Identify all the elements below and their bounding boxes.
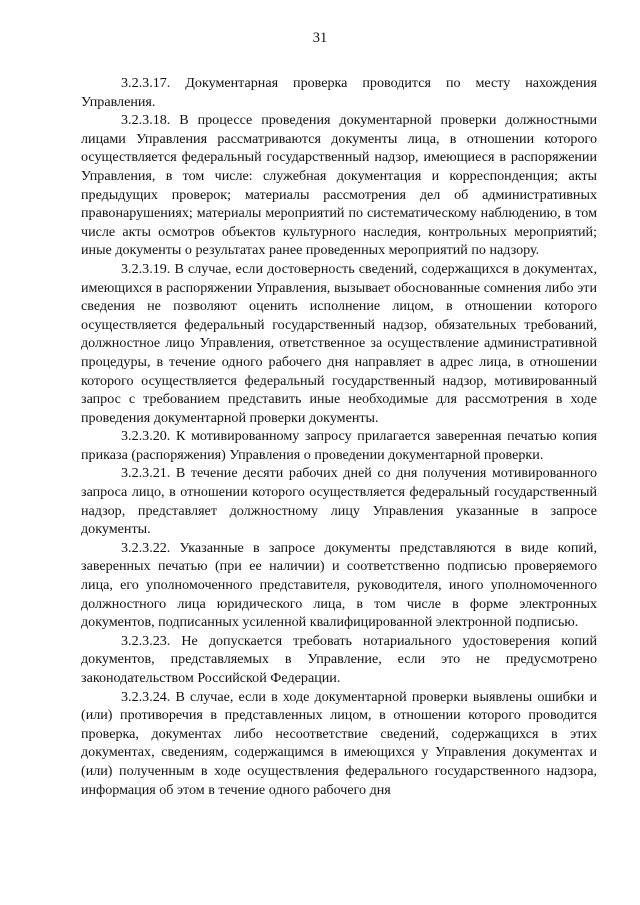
paragraph-3-2-3-24: 3.2.3.24. В случае, если в ходе документарной проверки выявлены ошибки и (или) противоречия в представленных лицом, в отношении которого проводится проверка, документах либо несоответствие сведений, содержащихся в этих документах, сведениям, содержащимся в имеющихся у Управления документах и (или) полученным в ходе осуществления федерального государственного надзора, информация об этом в течение одного рабочего дня xyxy=(81,688,597,798)
page-number: 31 xyxy=(312,30,328,46)
document-body xyxy=(81,74,597,799)
paragraph-3-2-3-21: 3.2.3.21. В течение десяти рабочих дней со дня получения мотивированного запроса лицо, в отношении которого осуществляется федеральный государственный надзор, представляет должностному лицу Управления указанные в запросе документы. xyxy=(81,465,597,538)
paragraph-3-2-3-18: 3.2.3.18. В процессе проведения документарной проверки должностными лицами Управления рассматриваются документы лица, в отношении которого осуществляется федеральный государственный надзор, имеющиеся в распоряжении Управления, в том числе: служебная документация и корреспонденция; акты предыдущих проверок; материалы рассмотрения дел об административных правонарушениях; материалы мероприятий по систематическому наблюдению, в том числе акты осмотров объектов культурного наследия, контрольных мероприятий; иные документы о результатах ранее проведенных мероприятий по надзору. xyxy=(81,112,597,259)
paragraph-3-2-3-23: 3.2.3.23. Не допускается требовать нотариального удостоверения копий документов, представляемых в Управление, если это не предусмотрено законодательством Российской Федерации. xyxy=(81,632,597,686)
paragraph-3-2-3-20: 3.2.3.20. К мотивированному запросу прилагается заверенная печатью копия приказа (распоряжения) Управления о проведении документарной проверки. xyxy=(81,428,597,463)
paragraph-3-2-3-17: 3.2.3.17. Документарная проверка проводится по месту нахождения Управления. xyxy=(81,75,597,110)
paragraph-3-2-3-22: 3.2.3.22. Указанные в запросе документы представляются в виде копий, заверенных печатью (при ее наличии) и соответственно подписью проверяемого лица, его уполномоченного представителя, руководителя, иного уполномоченного должностного лица юридического лица, в том числе в форме электронных документов, подписанных усиленной квалифицированной электронной подписью. xyxy=(81,539,597,631)
paragraph-3-2-3-19: 3.2.3.19. В случае, если достоверность сведений, содержащихся в документах, имеющихся в распоряжении Управления, вызывает обоснованные сомнения либо эти сведения не позволяют оценить исполнение лицом, в отношении которого осуществляется федеральный государственный надзор, обязательных требований, должностное лицо Управления, ответственное за осуществление административной процедуры, в течение одного рабочего дня направляет в адрес лица, в отношении которого осуществляется федеральный государственный надзор, мотивированный запрос с требованием представить иные необходимые для рассмотрения в ходе проведения документарной проверки документы. xyxy=(81,260,597,426)
